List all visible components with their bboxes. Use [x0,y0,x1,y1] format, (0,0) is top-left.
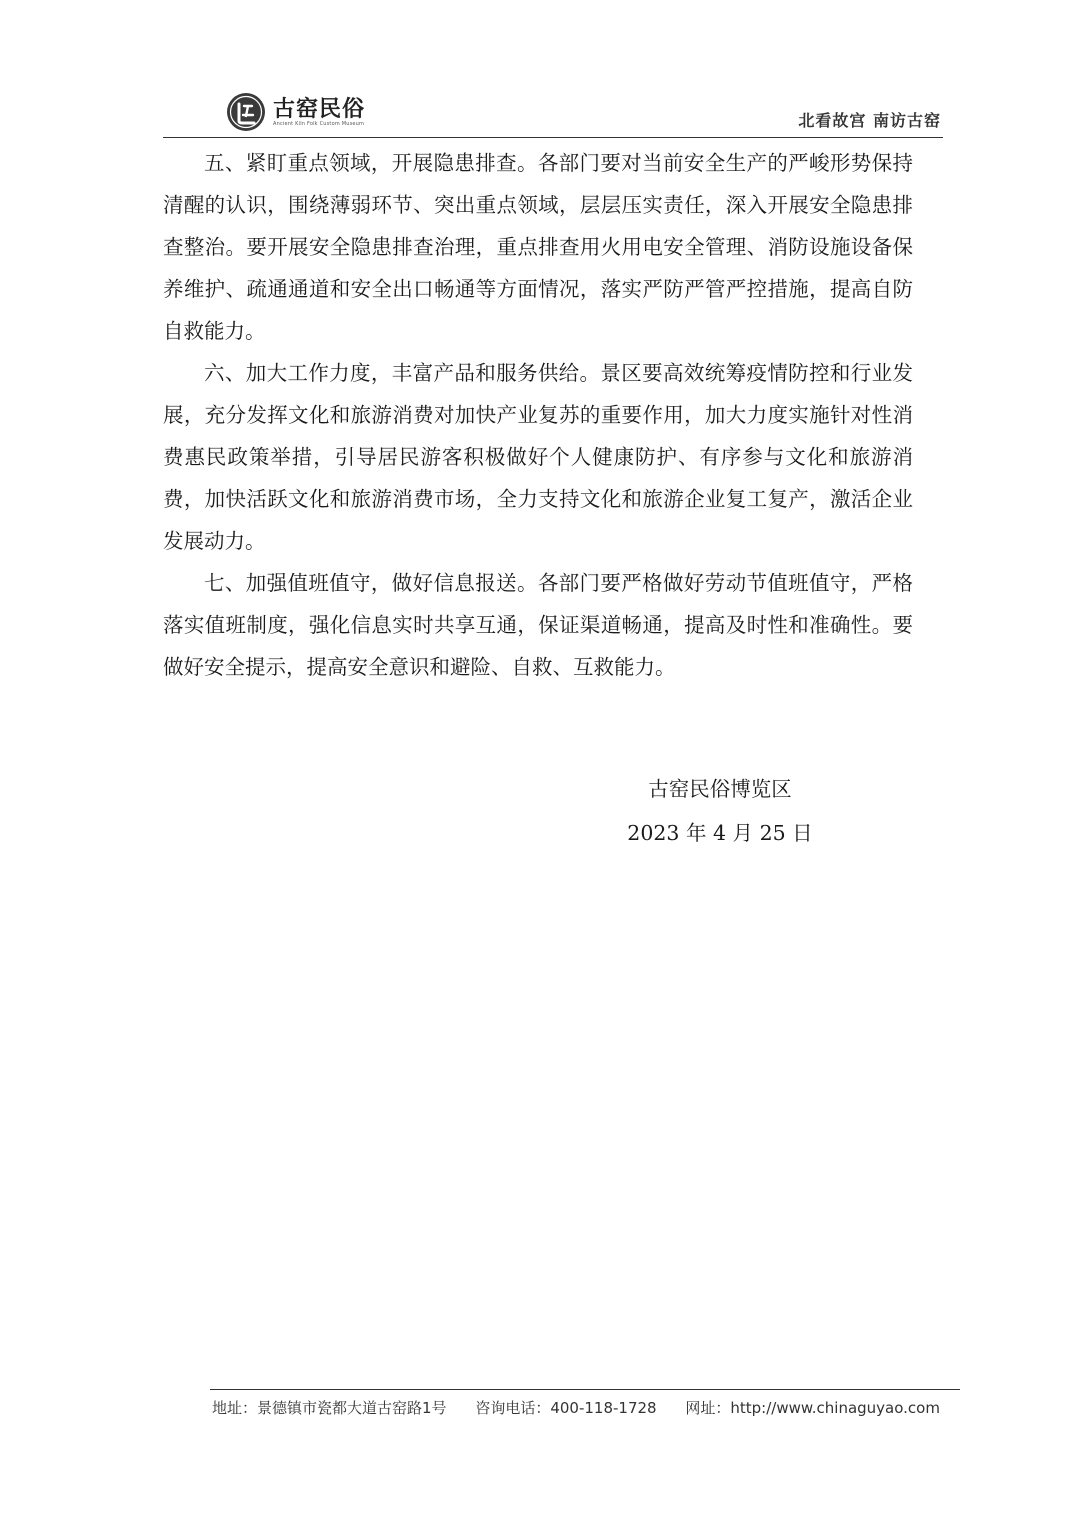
page-header [163,84,943,138]
paragraph-5: 五、紧盯重点领域，开展隐患排查。各部门要对当前安全生产的严峻形势保持清醒的认识，围绕薄弱环节、突出重点领域，层层压实责任，深入开展安全隐患排查整治。要开展安全隐患排查治理，重点排查用火用电安全管理、消防设施设备保养维护、疏通通道和安全出口畅通等方面情况，落实严防严管严控措施，提高自防自救能力。 [163,151,913,343]
header-divider [163,137,943,138]
kiln-logo-icon [225,91,267,133]
footer-address: 地址：景德镇市瓷都大道古窑路1号 [212,1399,447,1417]
footer-divider [210,1389,960,1390]
page-footer [212,1397,972,1418]
signature-date: 2023 年 4 月 25 日 [627,821,813,845]
logo [225,88,365,136]
paragraph-6: 六、加大工作力度，丰富产品和服务供给。景区要高效统筹疫情防控和行业发展，充分发挥文化和旅游消费对加快产业复苏的重要作用，加大力度实施针对性消费惠民政策举措，引导居民游客积极做好个人健康防护、有序参与文化和旅游消费，加快活跃文化和旅游消费市场，全力支持文化和旅游企业复工复产，激活企业发展动力。 [163,361,913,553]
logo-subtitle: Ancient Kiln Folk Custom Museum [273,120,365,127]
paragraph-7: 七、加强值班值守，做好信息报送。各部门要严格做好劳动节值班值守，严格落实值班制度，强化信息实时共享互通，保证渠道畅通，提高及时性和准确性。要做好安全提示，提高安全意识和避险、自救、互救能力。 [163,571,913,679]
logo-text-block [273,97,365,128]
footer-phone: 咨询电话：400-118-1728 [475,1399,657,1417]
logo-name [273,97,365,121]
signature-organization: 古窑民俗博览区 [648,777,792,801]
header-slogan: 北看故宫 南访古窑 [798,111,941,130]
footer-website: 网址：http://www.chinaguyao.com [685,1399,940,1417]
logo-name-text: 古窑民俗 [273,95,366,122]
document-body [163,142,913,688]
